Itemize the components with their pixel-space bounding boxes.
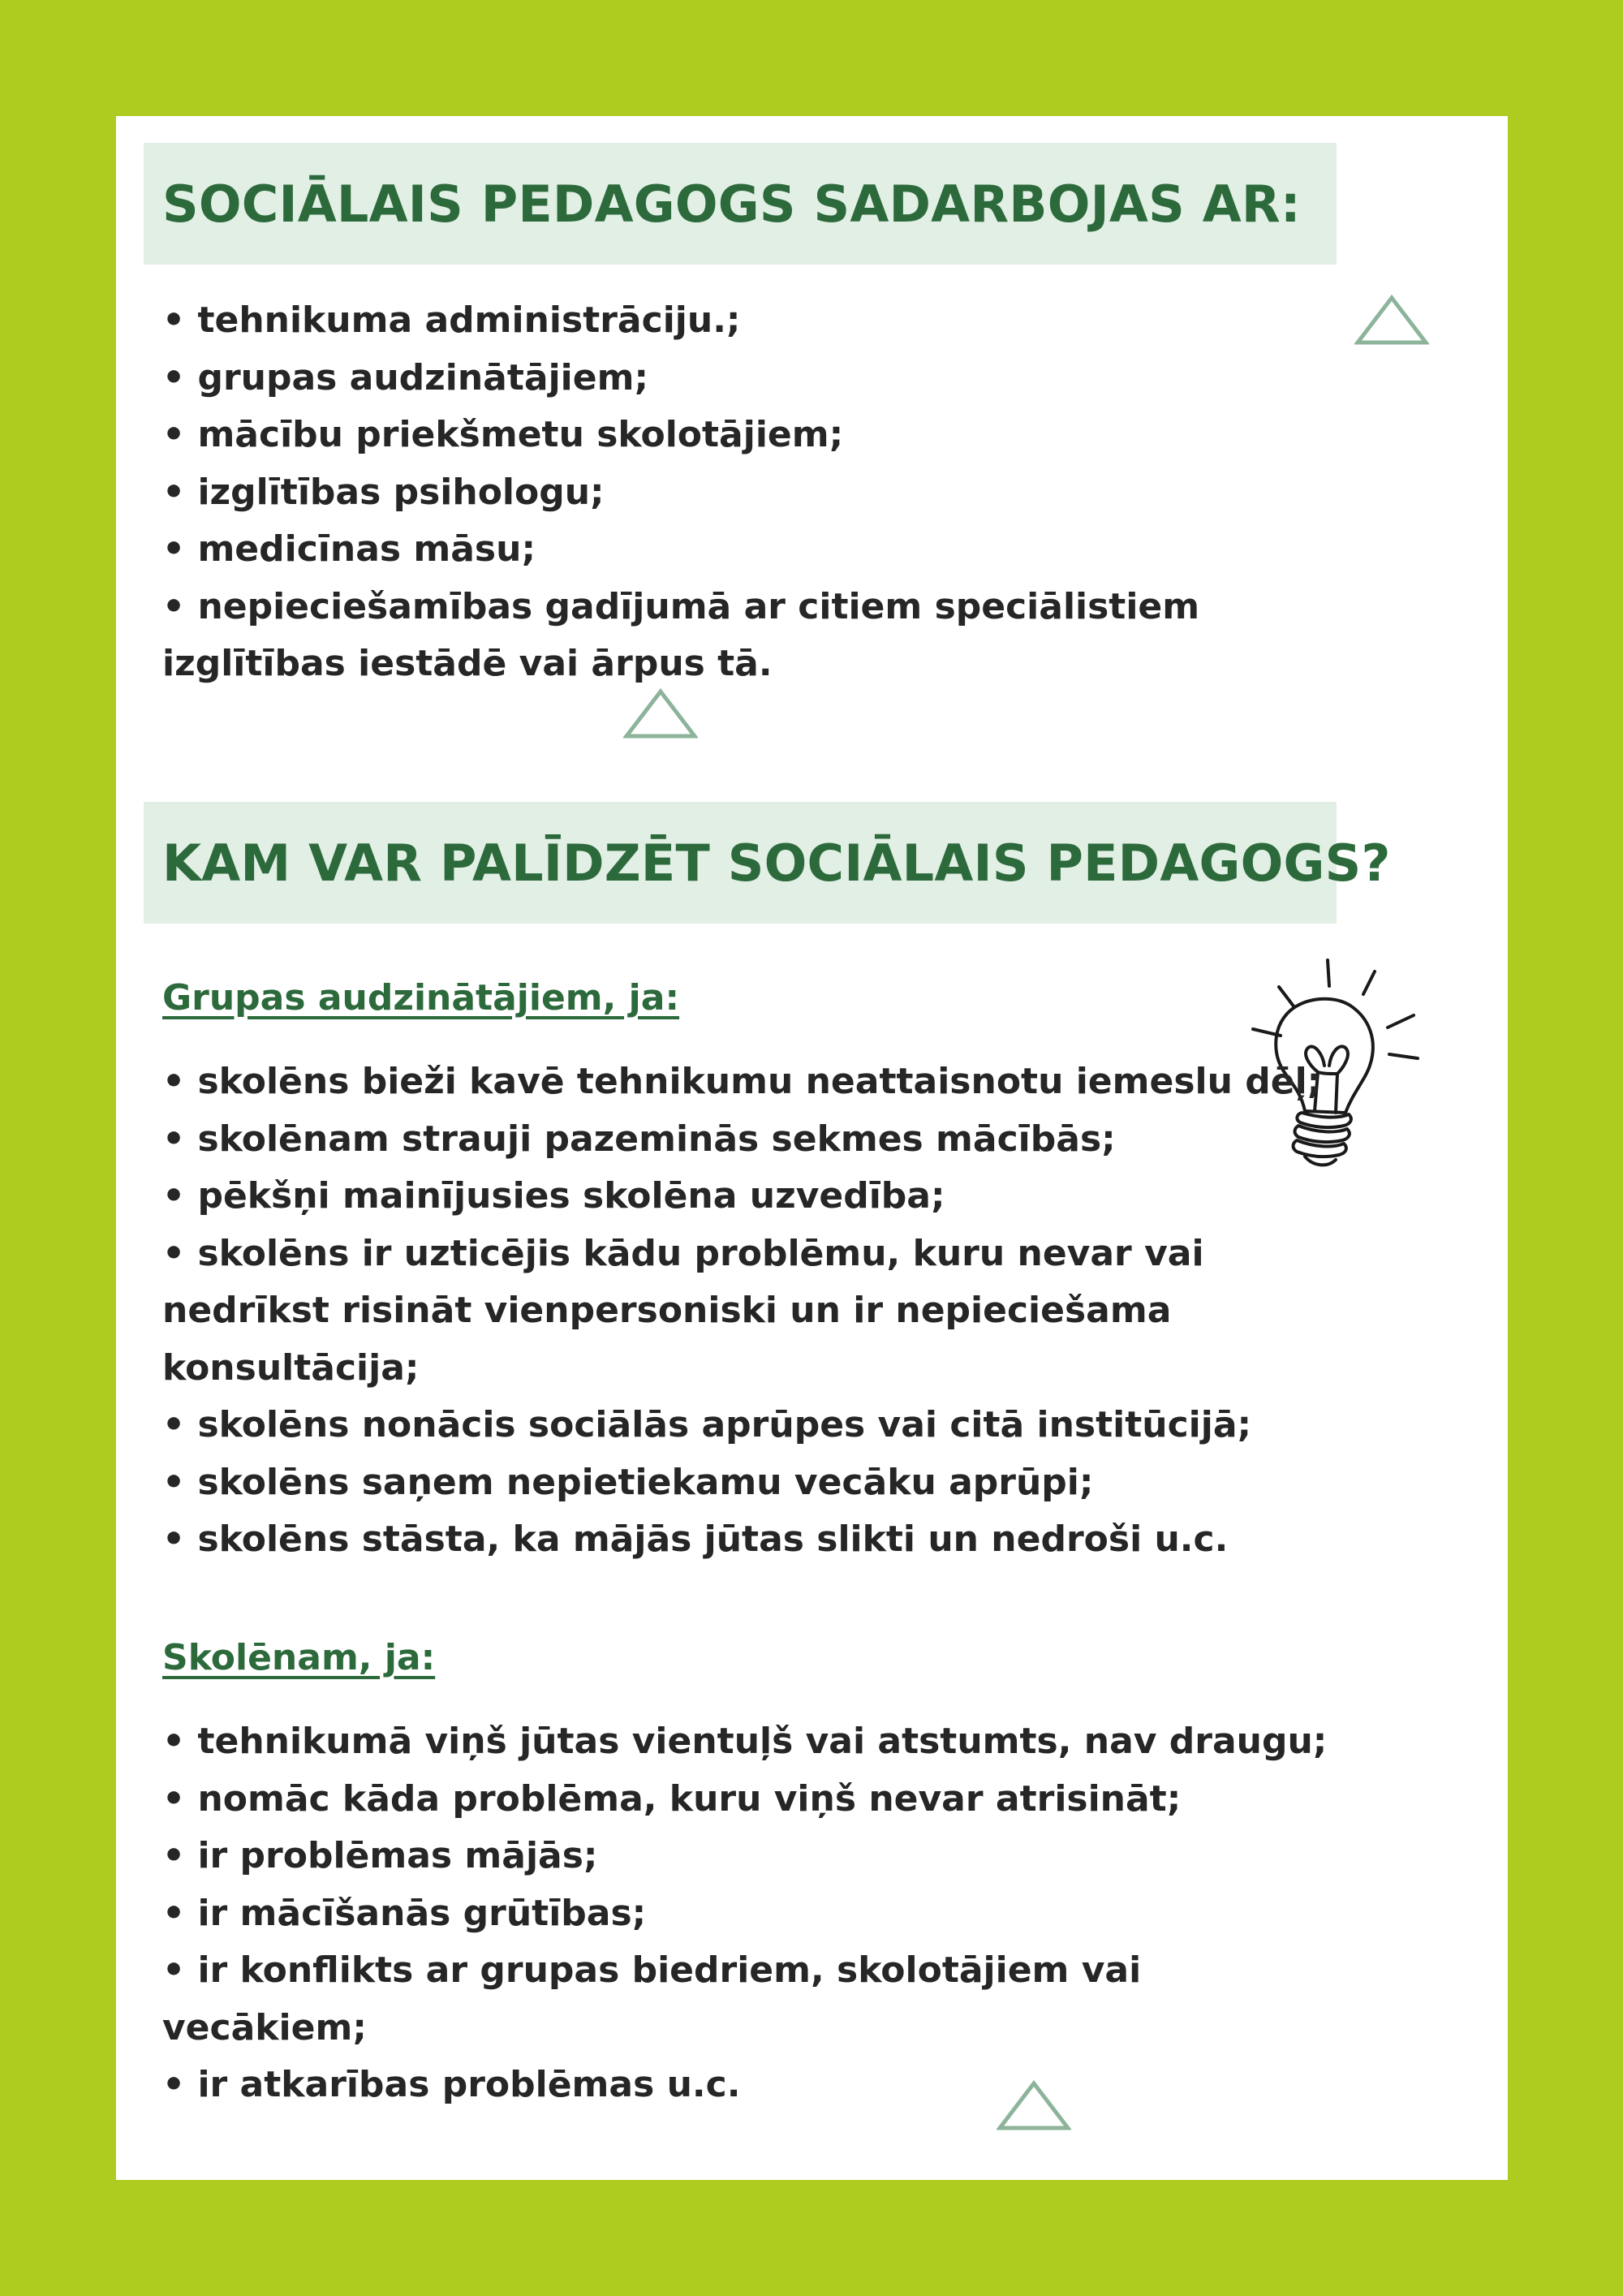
- section-title-who-can-help: KAM VAR PALĪDZĒT SOCIĀLAIS PEDAGOGS?: [162, 833, 1391, 893]
- tutors-reasons-list: [162, 1053, 1347, 1569]
- section-heading-band: [144, 143, 1337, 265]
- list-item: • skolēns saņem nepietiekamu vecāku aprūpi;: [162, 1461, 1094, 1503]
- list-item: • izglītības psihologu;: [162, 471, 605, 513]
- list-item: • skolēns ir uzticējis kādu problēmu, kuru nevar vai nedrīkst risināt vienpersoniski un ir nepieciešama konsultācija;: [162, 1232, 1204, 1389]
- list-item: • ir mācīšanās grūtības;: [162, 1892, 647, 1934]
- section-title-cooperation: SOCIĀLAIS PEDAGOGS SADARBOJAS AR:: [162, 174, 1301, 234]
- list-item: • medicīnas māsu;: [162, 528, 536, 570]
- list-item: • skolēns bieži kavē tehnikumu neattaisnotu iemeslu dēļ;: [162, 1061, 1322, 1102]
- triangle-outline-icon: [1354, 295, 1429, 347]
- list-item: • tehnikuma administrāciju.;: [162, 299, 741, 341]
- section-heading-band: [144, 802, 1391, 924]
- list-item: • ir problēmas mājās;: [162, 1835, 598, 1876]
- list-item: • skolēnam strauji pazeminās sekmes mācībās;: [162, 1118, 1116, 1160]
- student-reasons-list: [162, 1713, 1347, 2114]
- content-card: [116, 116, 1508, 2180]
- subheading-student: Skolēnam, ja:: [162, 1637, 436, 1678]
- cooperation-list: [162, 292, 1347, 693]
- list-item: • skolēns stāsta, ka mājās jūtas slikti un nedroši u.c.: [162, 1518, 1229, 1560]
- list-item: • nomāc kāda problēma, kuru viņš nevar atrisināt;: [162, 1777, 1182, 1820]
- subheading-group-tutors: Grupas audzinātājiem, ja:: [162, 977, 680, 1019]
- list-item: • pēkšņi mainījusies skolēna uzvedība;: [162, 1175, 945, 1217]
- list-item: • skolēns nonācis sociālās aprūpes vai citā institūcijā;: [162, 1404, 1252, 1445]
- list-item: • grupas audzinātājiem;: [162, 356, 649, 398]
- triangle-outline-icon: [623, 688, 698, 740]
- list-item: • ir atkarības problēmas u.c.: [162, 2064, 741, 2105]
- triangle-outline-icon: [997, 2080, 1071, 2132]
- list-item: • mācību priekšmetu skolotājiem;: [162, 414, 844, 455]
- list-item: • ir konflikts ar grupas biedriem, skolotājiem vai vecākiem;: [162, 1949, 1142, 2048]
- list-item: • tehnikumā viņš jūtas vientuļš vai atstumts, nav draugu;: [162, 1721, 1328, 1762]
- list-item: • nepieciešamības gadījumā ar citiem speciālistiem izglītības iestādē vai ārpus tā.: [162, 585, 1200, 684]
